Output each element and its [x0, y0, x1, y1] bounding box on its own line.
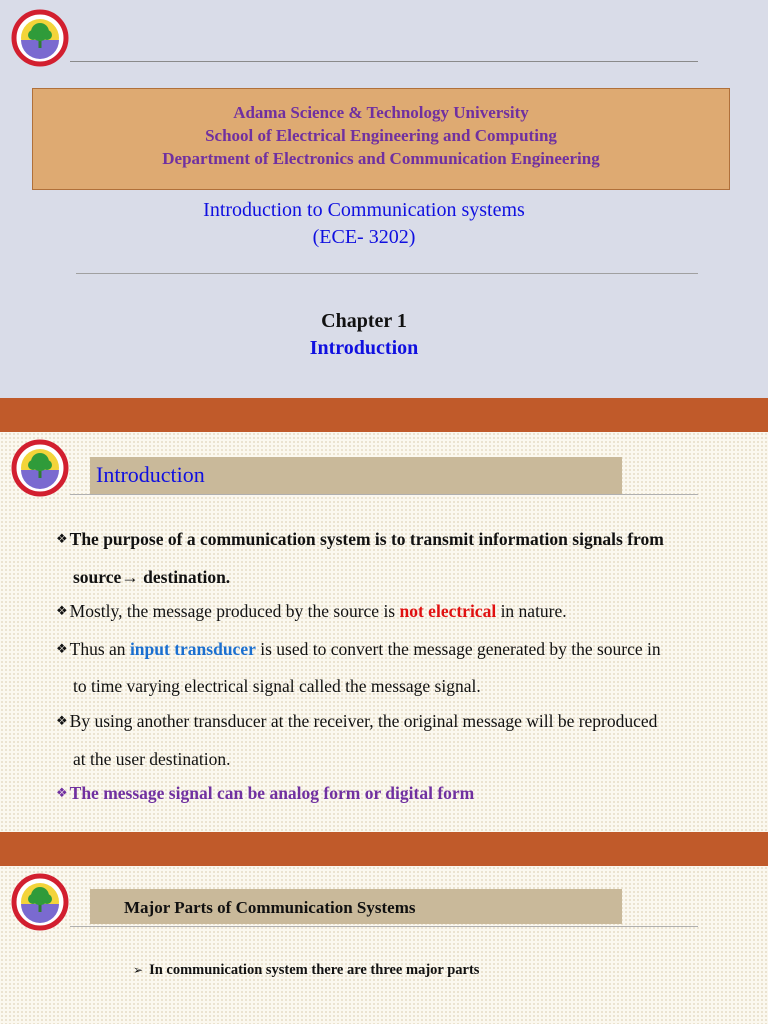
- slide-separator: [0, 832, 768, 866]
- slide-heading-bar: [90, 889, 622, 924]
- department-name: Department of Electronics and Communication Engineering: [162, 149, 600, 168]
- diamond-bullet-icon: ❖: [56, 786, 68, 802]
- slide-heading-bar: [90, 457, 622, 494]
- diamond-bullet-icon: ❖: [56, 604, 68, 620]
- header-rule: [70, 61, 698, 62]
- university-logo-icon: [10, 438, 70, 498]
- bullet-list: [56, 522, 732, 814]
- diamond-bullet-icon: ❖: [56, 641, 68, 657]
- university-logo-icon: [10, 8, 70, 68]
- course-code: (ECE- 3202): [312, 226, 416, 248]
- diamond-bullet-icon: ❖: [56, 532, 68, 547]
- heading-rule: [70, 926, 698, 927]
- bullet-purpose: ❖ The purpose of a communication system is to transmit information signals from: [56, 529, 664, 549]
- slide-separator: [0, 398, 768, 432]
- divider-rule: [76, 273, 698, 274]
- chapter-title: Introduction: [309, 337, 419, 359]
- school-name: School of Electrical Engineering and Computing: [205, 126, 557, 145]
- university-logo-icon: [10, 872, 70, 932]
- arrow-bullet-icon: ➢: [133, 963, 144, 977]
- bullet-input-transducer-cont: to time varying electrical signal called the message signal.: [73, 676, 481, 697]
- heading-rule: [70, 494, 698, 495]
- title-slide: [0, 0, 768, 398]
- university-name: Adama Science & Technology University: [233, 103, 529, 122]
- diamond-bullet-icon: ❖: [56, 713, 68, 729]
- bullet-analog-digital: ❖ The message signal can be analog form or digital form: [56, 783, 475, 804]
- slide-heading: Major Parts of Communication Systems: [124, 898, 416, 917]
- course-title: Introduction to Communication systems: [203, 199, 525, 221]
- university-banner: [32, 88, 730, 190]
- chapter-number: Chapter 1: [321, 310, 407, 332]
- bullet-receiver-cont: at the user destination.: [73, 748, 231, 769]
- bullet-purpose-cont: source→ destination.: [73, 566, 231, 587]
- slide-heading: Introduction: [96, 462, 205, 487]
- bullet-not-electrical: ❖ Mostly, the message produced by the source is not electrical in nature.: [56, 601, 567, 622]
- bullet-receiver: ❖ By using another transducer at the receiver, the original message will be reproduced: [56, 710, 658, 731]
- bullet-input-transducer: ❖ Thus an input transducer is used to convert the message generated by the source in: [56, 638, 661, 659]
- bullet-three-parts: ➢ In communication system there are three major parts: [133, 962, 480, 978]
